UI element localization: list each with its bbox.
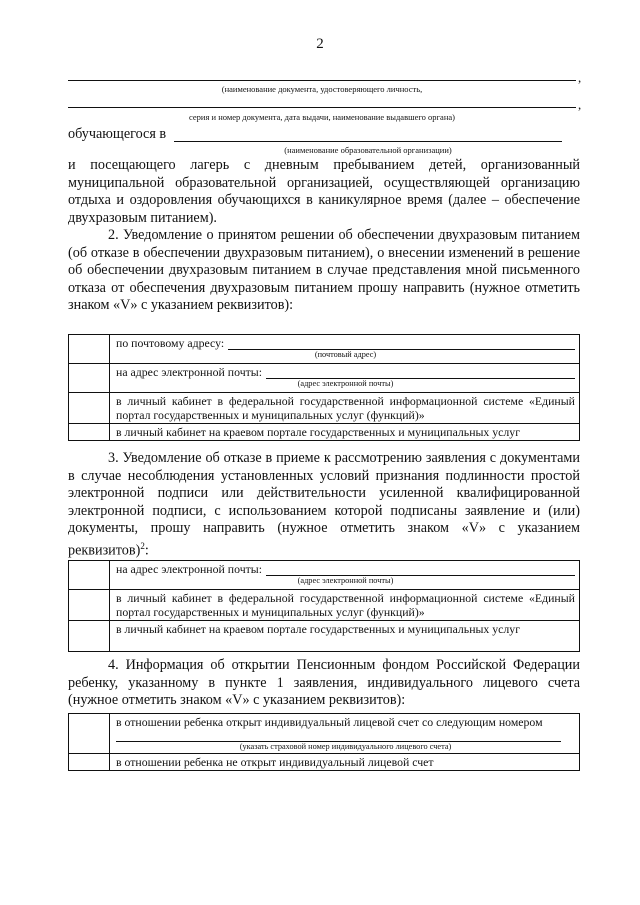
option-account-not-opened: в отношении ребенка не открыт индивидуальный лицевой счет	[110, 754, 580, 771]
postal-caption: (почтовый адрес)	[314, 350, 377, 359]
email-address-line[interactable]	[266, 368, 575, 379]
section-3-text	[68, 450, 580, 560]
section-3-body: 3. Уведомление об отказе в приеме к рассмотрению заявления с документами в случае несоблюдения установленных условий признания подлинности простой электронной подписи или действительности усиленной квалифицированной электронной подписи, с использованием которой подписаны заявление и (или) документы, прошу направить (нужное отметить знаком «V» с указанием реквизитов)	[68, 450, 580, 559]
checkbox-cell-federal-cabinet[interactable]	[69, 393, 110, 424]
section-4-text: 4. Информация об открытии Пенсионным фондом Российской Федерации ребенку, указанному в пункте 1 заявления, индивидуального лицевого счета (нужное отметить знаком «V» с указанием реквизитов):	[68, 657, 580, 709]
option-email	[110, 364, 580, 393]
series-line[interactable]	[68, 107, 576, 108]
intro-paragraph: и посещающего лагерь с дневным пребыванием детей, организованный муниципальной образовательной организацией, осуществляющей организацию отдыха и оздоровления обучающихся в каникулярное время (далее – обеспечение двухразовым питанием).	[68, 157, 580, 226]
account-number-line[interactable]	[116, 729, 561, 742]
option-row-regional-cabinet	[69, 621, 580, 652]
account-number-caption: (указать страховой номер индивидуального лицевого счета)	[239, 742, 452, 751]
option-row-federal-cabinet	[69, 393, 580, 424]
option-row-federal-cabinet	[69, 590, 580, 621]
option-row-account-not-opened	[69, 754, 580, 771]
email-caption: (адрес электронной почты)	[297, 576, 394, 585]
checkbox-cell-regional-cabinet[interactable]	[69, 621, 110, 652]
checkbox-cell-account-opened[interactable]	[69, 714, 110, 754]
option-row-postal	[69, 335, 580, 364]
footnote-mark: 2	[140, 540, 145, 551]
checkbox-cell-email[interactable]	[69, 364, 110, 393]
option-email	[110, 561, 580, 590]
section-2-text: 2. Уведомление о принятом решении об обеспечении двухразовым питанием (об отказе в обеспечении двухразовым питанием), о внесении изменений в решение об обеспечении двухразовым питанием в случае представления мной письменного отказа от обеспечения двухразовым питанием прошу направить (нужное отметить знаком «V» с указанием реквизитов):	[68, 227, 580, 314]
section-2-options-table	[68, 334, 580, 441]
document-caption: (наименование документа, удостоверяющего личность,	[221, 84, 423, 94]
page-number: 2	[316, 36, 324, 52]
checkbox-cell-account-not-opened[interactable]	[69, 754, 110, 771]
option-regional-cabinet: в личный кабинет на краевом портале государственных и муниципальных услуг	[110, 424, 580, 441]
section-3-options-table	[68, 560, 580, 652]
option-row-regional-cabinet	[69, 424, 580, 441]
option-federal-cabinet: в личный кабинет в федеральной государственной информационной системе «Единый портал государственных и муниципальных услуг (функций)»	[110, 393, 580, 424]
email-caption: (адрес электронной почты)	[297, 379, 394, 388]
option-row-account-opened	[69, 714, 580, 754]
option-regional-cabinet: в личный кабинет на краевом портале государственных и муниципальных услуг	[110, 621, 580, 652]
section-3-colon: :	[144, 542, 149, 559]
checkbox-cell-email[interactable]	[69, 561, 110, 590]
email-label: на адрес электронной почты:	[116, 562, 262, 576]
student-prefix: обучающегося в	[68, 126, 167, 142]
comma: ,	[578, 97, 582, 112]
option-row-email	[69, 364, 580, 393]
postal-address-line[interactable]	[228, 339, 575, 350]
checkbox-cell-regional-cabinet[interactable]	[69, 424, 110, 441]
document-line[interactable]	[68, 80, 576, 81]
organization-caption: (наименование образовательной организации)	[284, 145, 452, 155]
option-postal	[110, 335, 580, 364]
section-4-options-table	[68, 713, 580, 771]
option-row-email	[69, 561, 580, 590]
comma: ,	[578, 70, 582, 85]
option-federal-cabinet: в личный кабинет в федеральной государственной информационной системе «Единый портал государственных и муниципальных услуг (функций)»	[110, 590, 580, 621]
postal-label: по почтовому адресу:	[116, 336, 225, 350]
email-address-line[interactable]	[266, 565, 575, 576]
checkbox-cell-postal[interactable]	[69, 335, 110, 364]
organization-line[interactable]	[174, 141, 562, 142]
series-caption: серия и номер документа, дата выдачи, наименование выдавшего органа)	[189, 112, 455, 122]
email-label: на адрес электронной почты:	[116, 365, 262, 379]
account-opened-label: в отношении ребенка открыт индивидуальный лицевой счет со следующим номером	[116, 715, 543, 729]
option-account-opened	[110, 714, 580, 754]
checkbox-cell-federal-cabinet[interactable]	[69, 590, 110, 621]
